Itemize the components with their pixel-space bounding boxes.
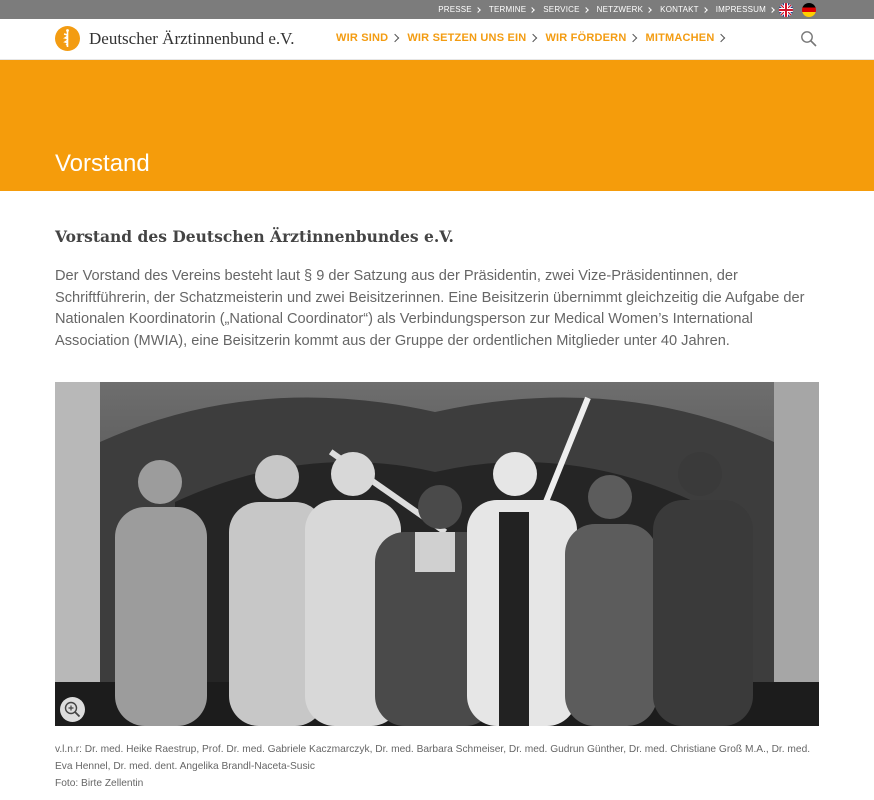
- main-nav: [336, 32, 733, 44]
- top-nav-label: SERVICE: [543, 5, 580, 14]
- photo-credit: Foto: Birte Zellentin: [55, 778, 144, 789]
- section-body-text: Der Vorstand des Vereins besteht laut § 9 der Satzung aus der Präsidentin, zwei Vize-Präsidentinnen, der Schriftführerin, der Schatzmeisterin und zwei Beisitzerinnen. Eine Beisitzerin übernimmt gleichzeitig die Aufgabe der Nationalen Koordinatorin („National Coordinator“) als Verbindungsperson zur Medical Women’s International Association (MWIA), eine Beisitzerin kommt aus der Gruppe der ordentlichen Mitglieder unter 40 Jahren.: [55, 268, 805, 349]
- top-nav-termine[interactable]: [489, 5, 534, 14]
- main-nav-wir-foerdern[interactable]: [545, 32, 636, 44]
- zoom-in-icon[interactable]: [60, 697, 85, 722]
- section-heading: Vorstand des Deutschen Ärztinnenbundes e.V.: [55, 227, 454, 246]
- top-nav-label: NETZWERK: [596, 5, 644, 14]
- search-icon[interactable]: [800, 30, 818, 48]
- chevron-right-icon: [475, 7, 481, 13]
- hero-banner: [0, 60, 874, 191]
- chevron-right-icon: [529, 34, 537, 42]
- top-nav-label: PRESSE: [438, 5, 472, 14]
- site-logo-text[interactable]: Deutscher Ärztinnenbund e.V.: [89, 29, 295, 48]
- main-nav-label: WIR SIND: [336, 32, 389, 44]
- main-nav-wir-sind[interactable]: [336, 32, 398, 44]
- top-nav: [429, 0, 774, 19]
- top-nav-label: KONTAKT: [660, 5, 699, 14]
- photo-caption: v.l.n.r: Dr. med. Heike Raestrup, Prof. Dr. med. Gabriele Kaczmarczyk, Dr. med. Barbara Schmeiser, Dr. med. Gudrun Günther, Dr. med. Christiane Groß M.A., Dr. med. Eva Hennel, Dr. med. dent. Angelika Brandl-Naceta-Susic: [55, 744, 811, 772]
- main-nav-wir-setzen-uns-ein[interactable]: [407, 32, 536, 44]
- chevron-right-icon: [391, 34, 399, 42]
- top-nav-label: TERMINE: [488, 5, 527, 14]
- main-nav-label: WIR SETZEN UNS EIN: [407, 32, 527, 44]
- top-nav-presse[interactable]: [438, 5, 480, 14]
- uk-flag-icon[interactable]: [779, 3, 793, 17]
- main-nav-label: MITMACHEN: [645, 32, 715, 44]
- chevron-right-icon: [629, 34, 637, 42]
- main-nav-label: WIR FÖRDERN: [545, 32, 627, 44]
- top-nav-label: IMPRESSUM: [715, 5, 766, 14]
- top-utility-bar: [0, 0, 874, 19]
- chevron-right-icon: [702, 7, 708, 13]
- chevron-right-icon: [769, 7, 775, 13]
- aesculapius-staff-logo-icon[interactable]: [55, 26, 80, 51]
- top-nav-impressum[interactable]: [716, 5, 774, 14]
- top-nav-kontakt[interactable]: [660, 5, 707, 14]
- chevron-right-icon: [583, 7, 589, 13]
- page-title: Vorstand: [55, 150, 150, 177]
- board-group-photo[interactable]: [55, 382, 819, 726]
- chevron-right-icon: [717, 34, 725, 42]
- top-nav-netzwerk[interactable]: [597, 5, 652, 14]
- chevron-right-icon: [529, 7, 535, 13]
- main-nav-mitmachen[interactable]: [645, 32, 724, 44]
- top-nav-service[interactable]: [543, 5, 587, 14]
- chevron-right-icon: [646, 7, 652, 13]
- site-header: [0, 19, 874, 60]
- german-flag-icon[interactable]: [802, 3, 816, 17]
